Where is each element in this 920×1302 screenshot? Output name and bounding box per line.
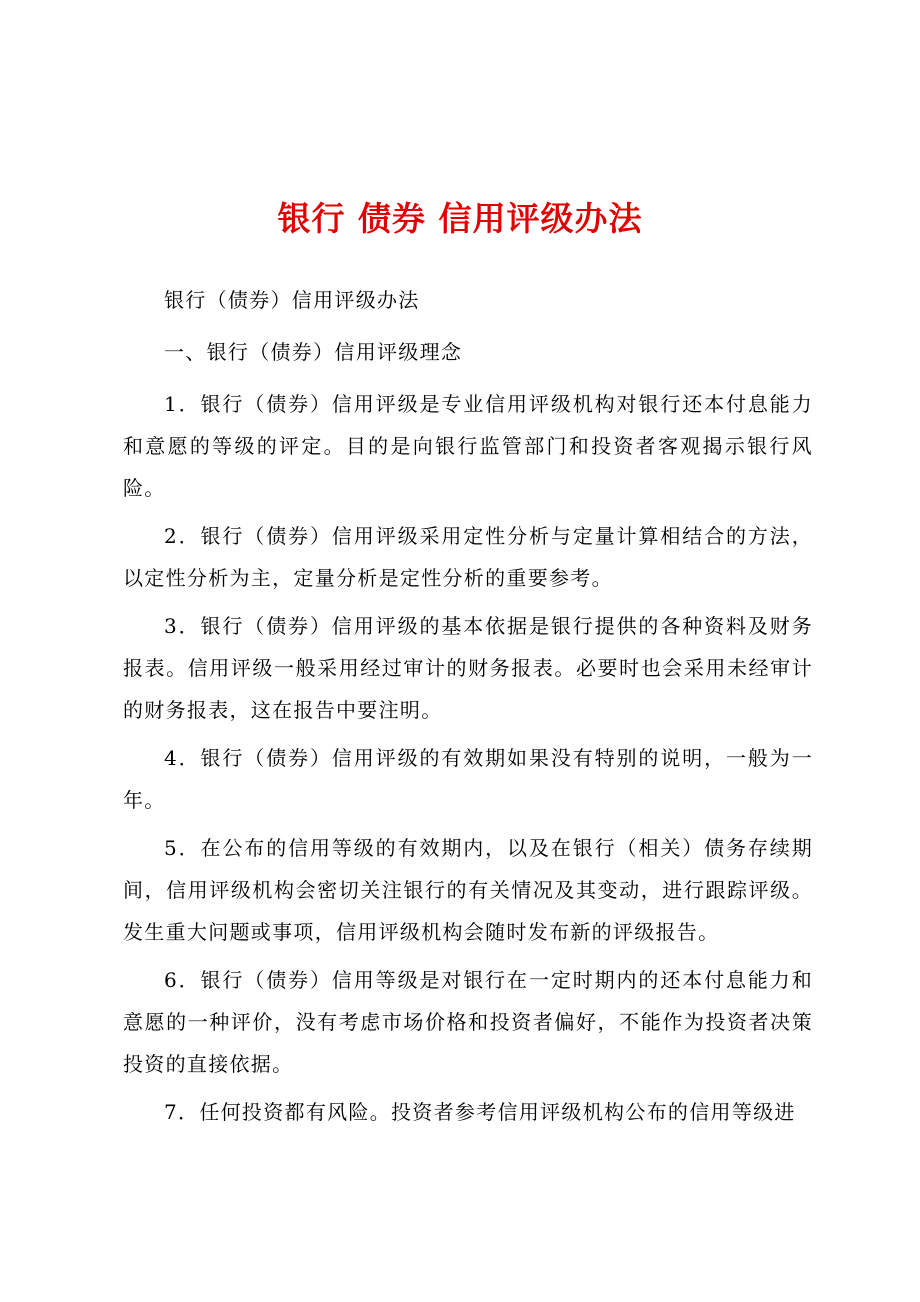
paragraph-item-4: 4．银行（债券）信用评级的有效期如果没有特别的说明，一般为一年。	[123, 746, 813, 812]
section-heading: 一、银行（债券）信用评级理念	[164, 340, 463, 364]
document-title: 银行 债券 信用评级办法	[277, 199, 643, 238]
paragraph-heading: 银行（债券）信用评级办法	[164, 288, 420, 312]
paragraph-item-7: 7．任何投资都有风险。投资者参考信用评级机构公布的信用等级进	[164, 1100, 796, 1124]
paragraph-item-1: 1．银行（债券）信用评级是专业信用评级机构对银行还本付息能力和意愿的等级的评定。目的是向银行监管部门和投资者客观揭示银行风险。	[123, 392, 813, 500]
paragraph-item-5: 5．在公布的信用等级的有效期内，以及在银行（相关）债务存续期间，信用评级机构会密切关注银行的有关情况及其变动，进行跟踪评级。发生重大问题或事项，信用评级机构会随时发布新的评级报告。	[123, 836, 813, 944]
paragraph-item-2: 2．银行（债券）信用评级采用定性分析与定量计算相结合的方法，以定性分析为主，定量分析是定性分析的重要参考。	[123, 524, 813, 590]
paragraph-item-6: 6．银行（债券）信用等级是对银行在一定时期内的还本付息能力和意愿的一种评价，没有考虑市场价格和投资者偏好，不能作为投资者决策投资的直接依据。	[123, 968, 813, 1076]
paragraph-item-3: 3．银行（债券）信用评级的基本依据是银行提供的各种资料及财务报表。信用评级一般采用经过审计的财务报表。必要时也会采用未经审计的财务报表，这在报告中要注明。	[123, 614, 813, 722]
document-body	[123, 279, 813, 1139]
